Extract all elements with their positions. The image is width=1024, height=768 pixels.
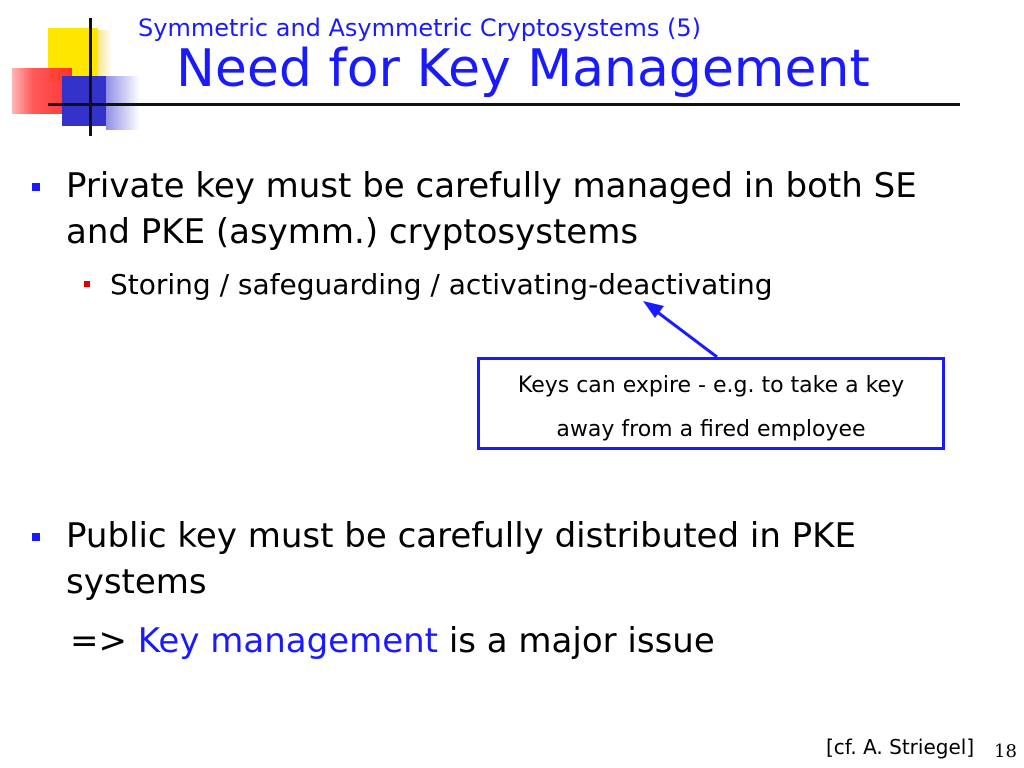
logo-vertical-line	[89, 18, 92, 136]
conclusion-suffix: is a major issue	[438, 621, 715, 661]
logo-yellow-shade	[98, 30, 112, 80]
page-number: 18	[994, 741, 1017, 762]
slide-logo	[0, 0, 140, 140]
sub-bullet-text: Storing / safeguarding / activating-deactivating	[110, 268, 773, 301]
slide-title: Need for Key Management	[176, 39, 870, 99]
bullet-1-line-2: and PKE (asymm.) cryptosystems	[66, 212, 639, 252]
slide-subtitle: Symmetric and Asymmetric Cryptosystems (5)	[138, 14, 701, 42]
callout-line-2: away from a fired employee	[556, 417, 866, 442]
bullet-2-line-1: Public key must be carefully distributed in PKE	[66, 516, 856, 556]
conclusion-highlight: Key management	[137, 621, 439, 661]
bullet-marker	[32, 533, 40, 541]
bullet-1-line-1: Private key must be carefully managed in both SE	[66, 166, 917, 206]
bullet-2-line-2: systems	[66, 562, 207, 602]
title-divider	[48, 103, 960, 106]
conclusion-line	[70, 618, 715, 664]
bullet-marker	[32, 183, 40, 191]
conclusion-prefix: =>	[70, 621, 138, 661]
callout-box	[477, 357, 945, 450]
logo-blue-square	[62, 76, 106, 126]
callout-line-1: Keys can expire - e.g. to take a key	[517, 373, 905, 398]
citation: [cf. A. Striegel]	[826, 735, 975, 759]
sub-bullet-marker	[84, 281, 90, 287]
